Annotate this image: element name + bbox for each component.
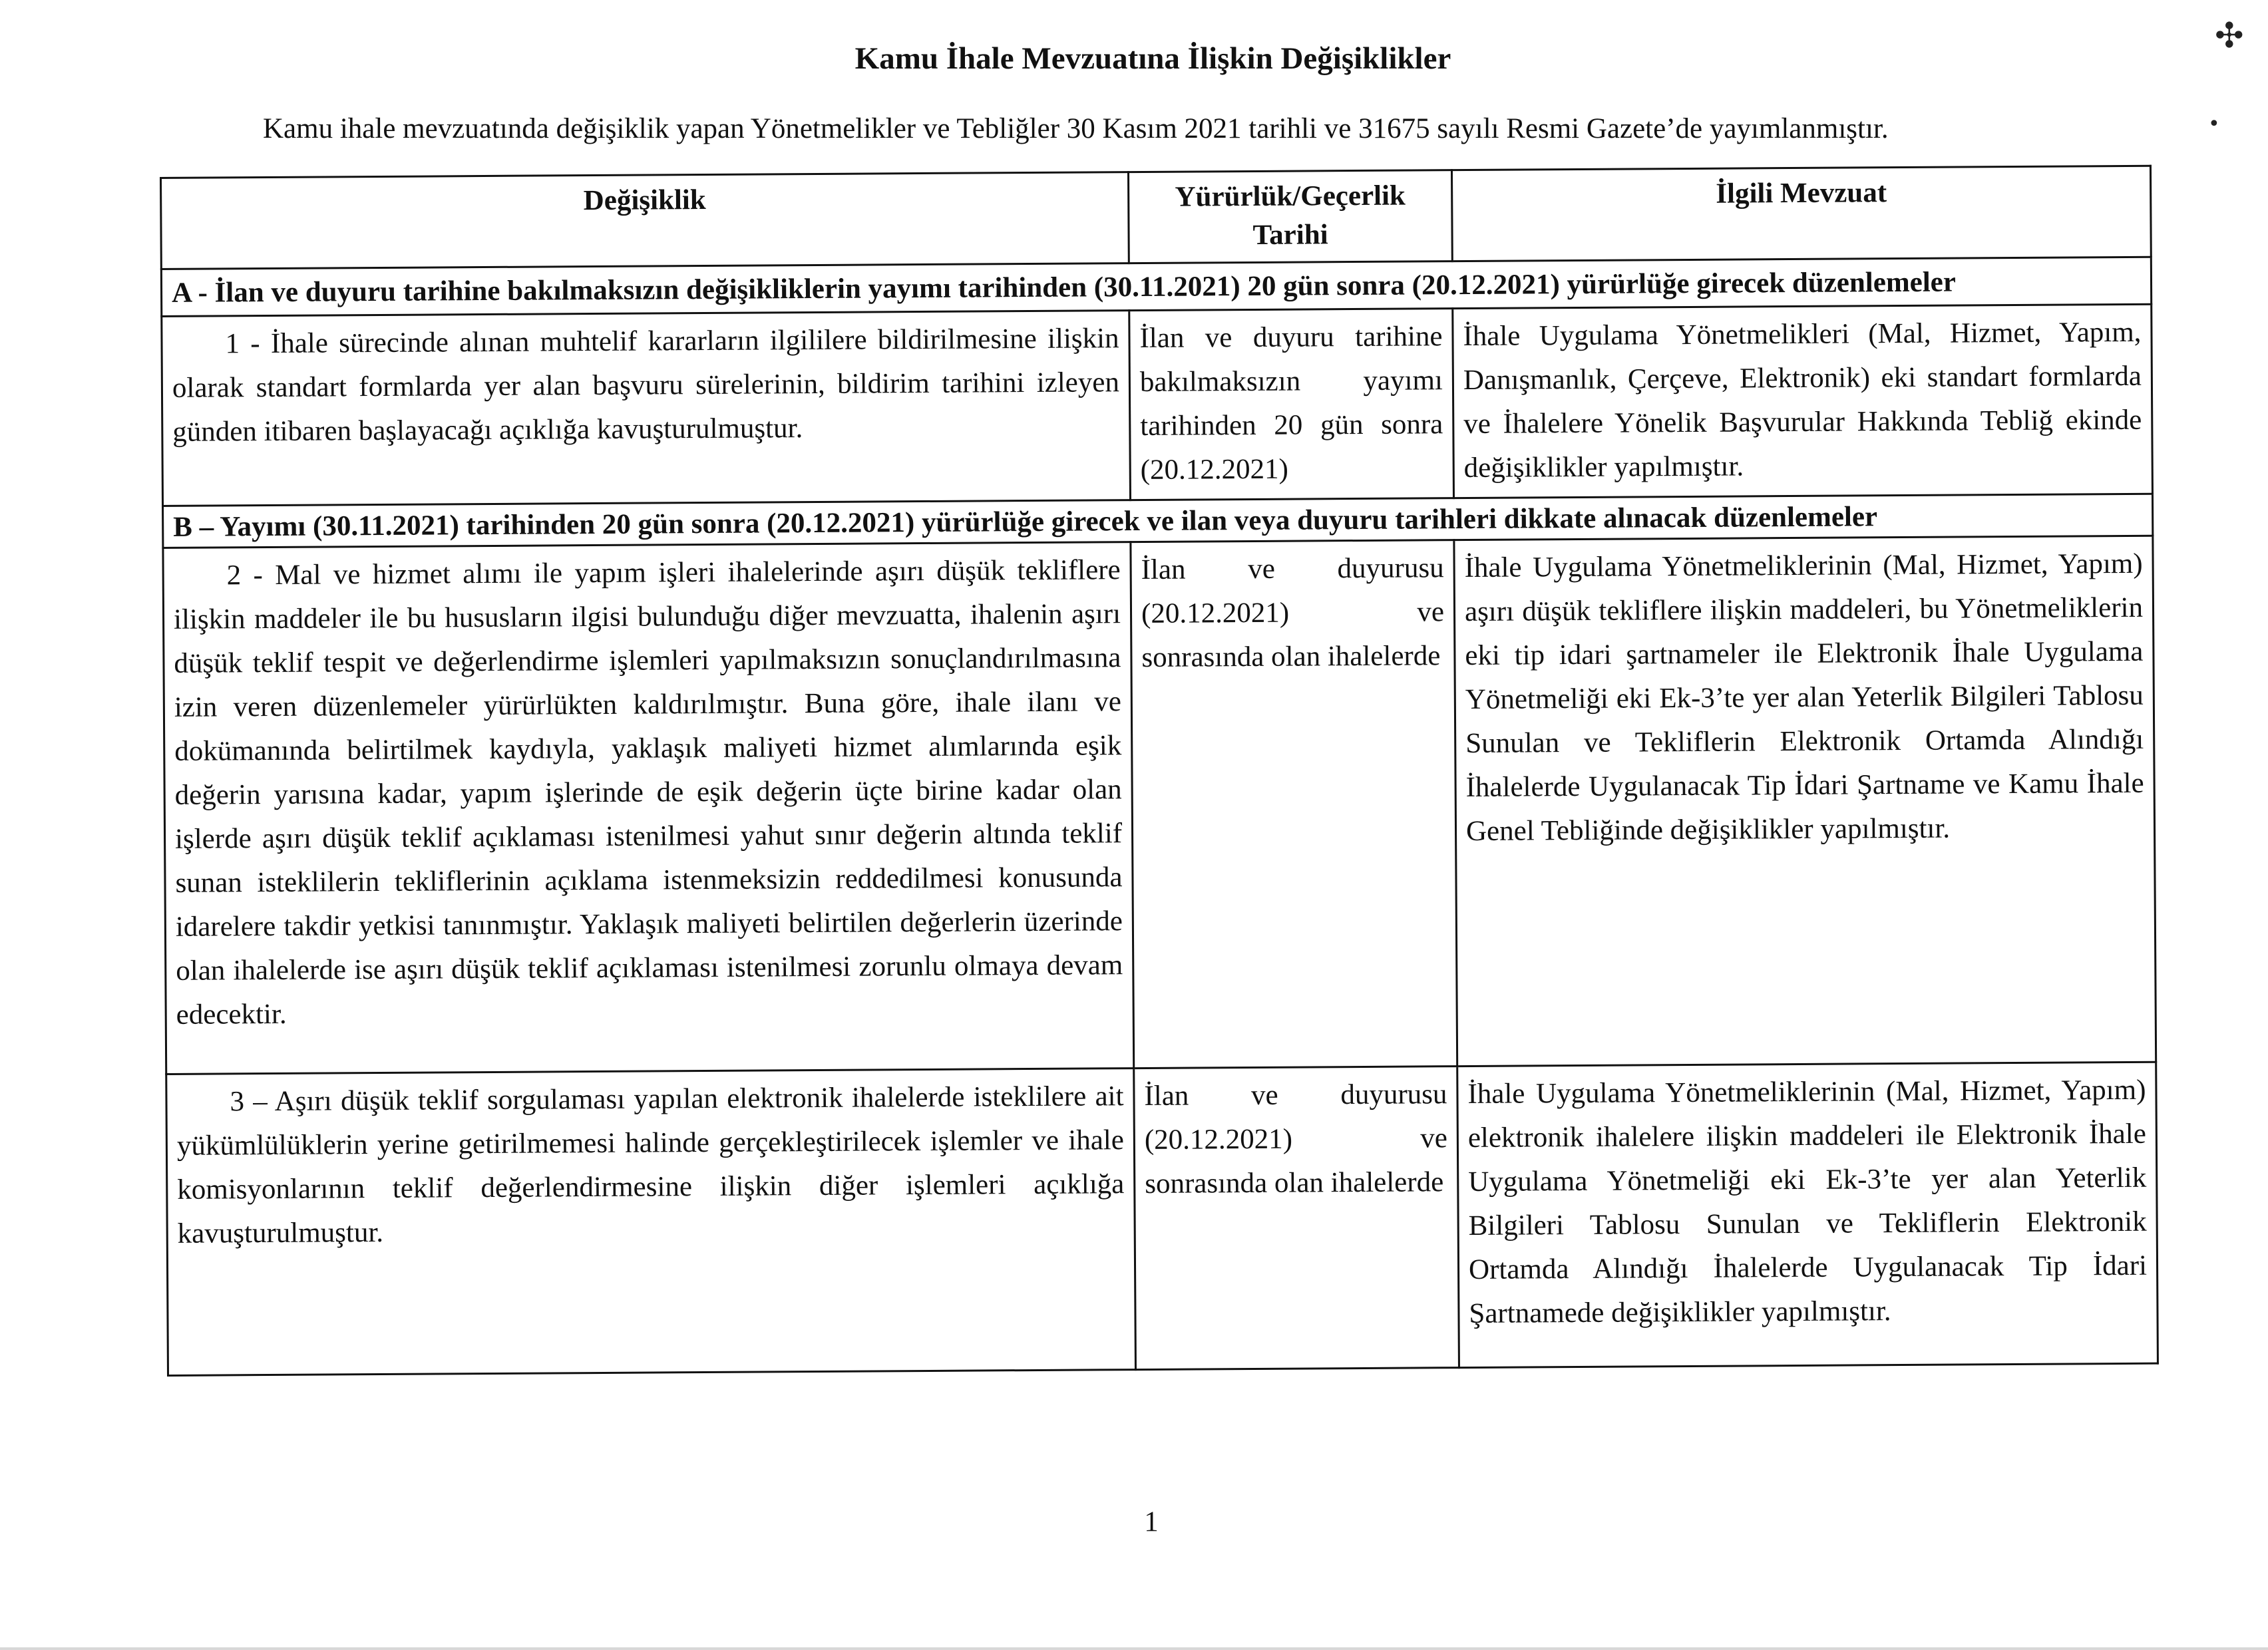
row-1-change: 1 - İhale sürecinde alınan muhtelif kararların ilgililere bildirilmesine ilişkin olarak standart formlarda yer alan başvuru sürelerinin, bildirim tarihini izleyen günden itibaren başlayacağı açıklığa kavuşturulmuştur. <box>162 311 1131 506</box>
row-3-change: 3 – Aşırı düşük teklif sorgulaması yapılan elektronik ihalelerde isteklilere ait yükümlülüklerin yerine getirilmemesi halinde gerçekleştirilecek işlemler ve ihale komisyonlarının teklif değerlendirmesine ilişkin diğer işlemleri açıklığa kavuşturulmuştur. <box>166 1069 1136 1376</box>
page-title: Kamu İhale Mevzuatına İlişkin Değişiklikler <box>854 41 1451 76</box>
page-number: 1 <box>1144 1506 1159 1538</box>
section-a-heading: A - İlan ve duyuru tarihine bakılmaksızın değişikliklerin yayımı tarihinden (30.11.2021) 20 gün sonra (20.12.2021) yürürlüğe girecek düzenlemeler <box>161 257 2151 316</box>
row-1-legislation: İhale Uygulama Yönetmelikleri (Mal, Hizmet, Yapım, Danışmanlık, Çerçeve, Elektronik) eki standart formlarda ve İhalelere Yönelik Başvurular Hakkında Tebliğ ekinde değişiklikler yapılmıştır. <box>1453 304 2153 498</box>
row-2-legislation: İhale Uygulama Yönetmeliklerinin (Mal, Hizmet, Yapım) aşırı düşük tekliflere ilişkin maddeleri, bu Yönetmeliklerin eki tip idari şartnameler ile Elektronik İhale Uygulama Yönetmeliği eki Ek-3’te yer alan Yeterlik Bilgileri Tablosu Sunulan ve Tekliflerin Elektronik Ortamda Alındığı İhalelerde Uygulanacak Tip İdari Şartname ve Kamu İhale Genel Tebliğinde değişiklikler yapılmıştır. <box>1454 536 2156 1066</box>
header-legislation: İlgili Mevzuat <box>1451 166 2151 261</box>
scan-edge-divider <box>0 1647 2268 1650</box>
row-2-date: İlan ve duyurusu (20.12.2021) ve sonrasında olan ihalelerde <box>1131 540 1457 1069</box>
row-1-date: İlan ve duyuru tarihine bakılmaksızın yayımı tarihinden 20 gün sonra (20.12.2021) <box>1129 309 1454 500</box>
header-change: Değişiklik <box>161 172 1129 269</box>
table-row <box>166 1062 2158 1375</box>
header-date: Yürürlük/Geçerlik Tarihi <box>1128 170 1452 263</box>
amendments-table <box>160 165 2159 1377</box>
scan-mark-icon: ✣ <box>2215 16 2244 56</box>
scan-dot-icon: • <box>2208 112 2220 136</box>
table-row <box>162 304 2153 506</box>
row-3-date: İlan ve duyurusu (20.12.2021) ve sonrasında olan ihalelerde <box>1134 1067 1459 1370</box>
section-b-heading: B – Yayımı (30.11.2021) tarihinden 20 gün sonra (20.12.2021) yürürlüğe girecek ve ilan veya duyuru tarihleri dikkate alınacak düzenlemeler <box>163 494 2153 548</box>
table-header-row <box>161 166 2152 269</box>
intro-paragraph: Kamu ihale mevzuatında değişiklik yapan Yönetmelikler ve Tebliğler 30 Kasım 2021 tarihli ve 31675 sayılı Resmi Gazete’de yayımlanmıştır. <box>263 113 1889 144</box>
row-3-legislation: İhale Uygulama Yönetmeliklerinin (Mal, Hizmet, Yapım) elektronik ihalelere ilişkin maddeleri ile Elektronik İhale Uygulama Yönetmeliği eki Ek-3’te yer alan Yeterlik Bilgileri Tablosu Sunulan ve Tekliflerin Elektronik Ortamda Alındığı İhalelerde Uygulanacak Tip İdari Şartnamede değişiklikler yapılmıştır. <box>1457 1062 2158 1367</box>
row-2-change: 2 - Mal ve hizmet alımı ile yapım işleri ihalelerinde aşırı düşük tekliflere ilişkin maddeler ile bu hususların ilgisi bulunduğu diğer mevzuatta, ihalenin aşırı düşük teklif tespit ve değerlendirme işlemleri yapılmaksızın sonuçlandırılmasına izin veren düzenlemeler yürürlükten kaldırılmıştır. Buna göre, ihale ilanı ve dokümanında belirtilmek kaydıyla, yaklaşık maliyeti hizmet alımlarında eşik değerin yarısına kadar, yapım işlerinde de eşik değerin üçte birine kadar olan işlerde aşırı düşük teklif açıklaması istenilmesi yahut sınır değerin altında teklif sunan isteklilerin tekliflerinin açıklama istenmeksizin reddedilmesi konusunda idarelere takdir yetkisi tanınmıştır. Yaklaşık maliyeti belirtilen değerlerin üzerinde olan ihalelerde ise aşırı düşük teklif açıklaması istenilmesi zorunlu olmaya devam edecektir. <box>163 542 1134 1074</box>
table-row <box>163 536 2156 1074</box>
